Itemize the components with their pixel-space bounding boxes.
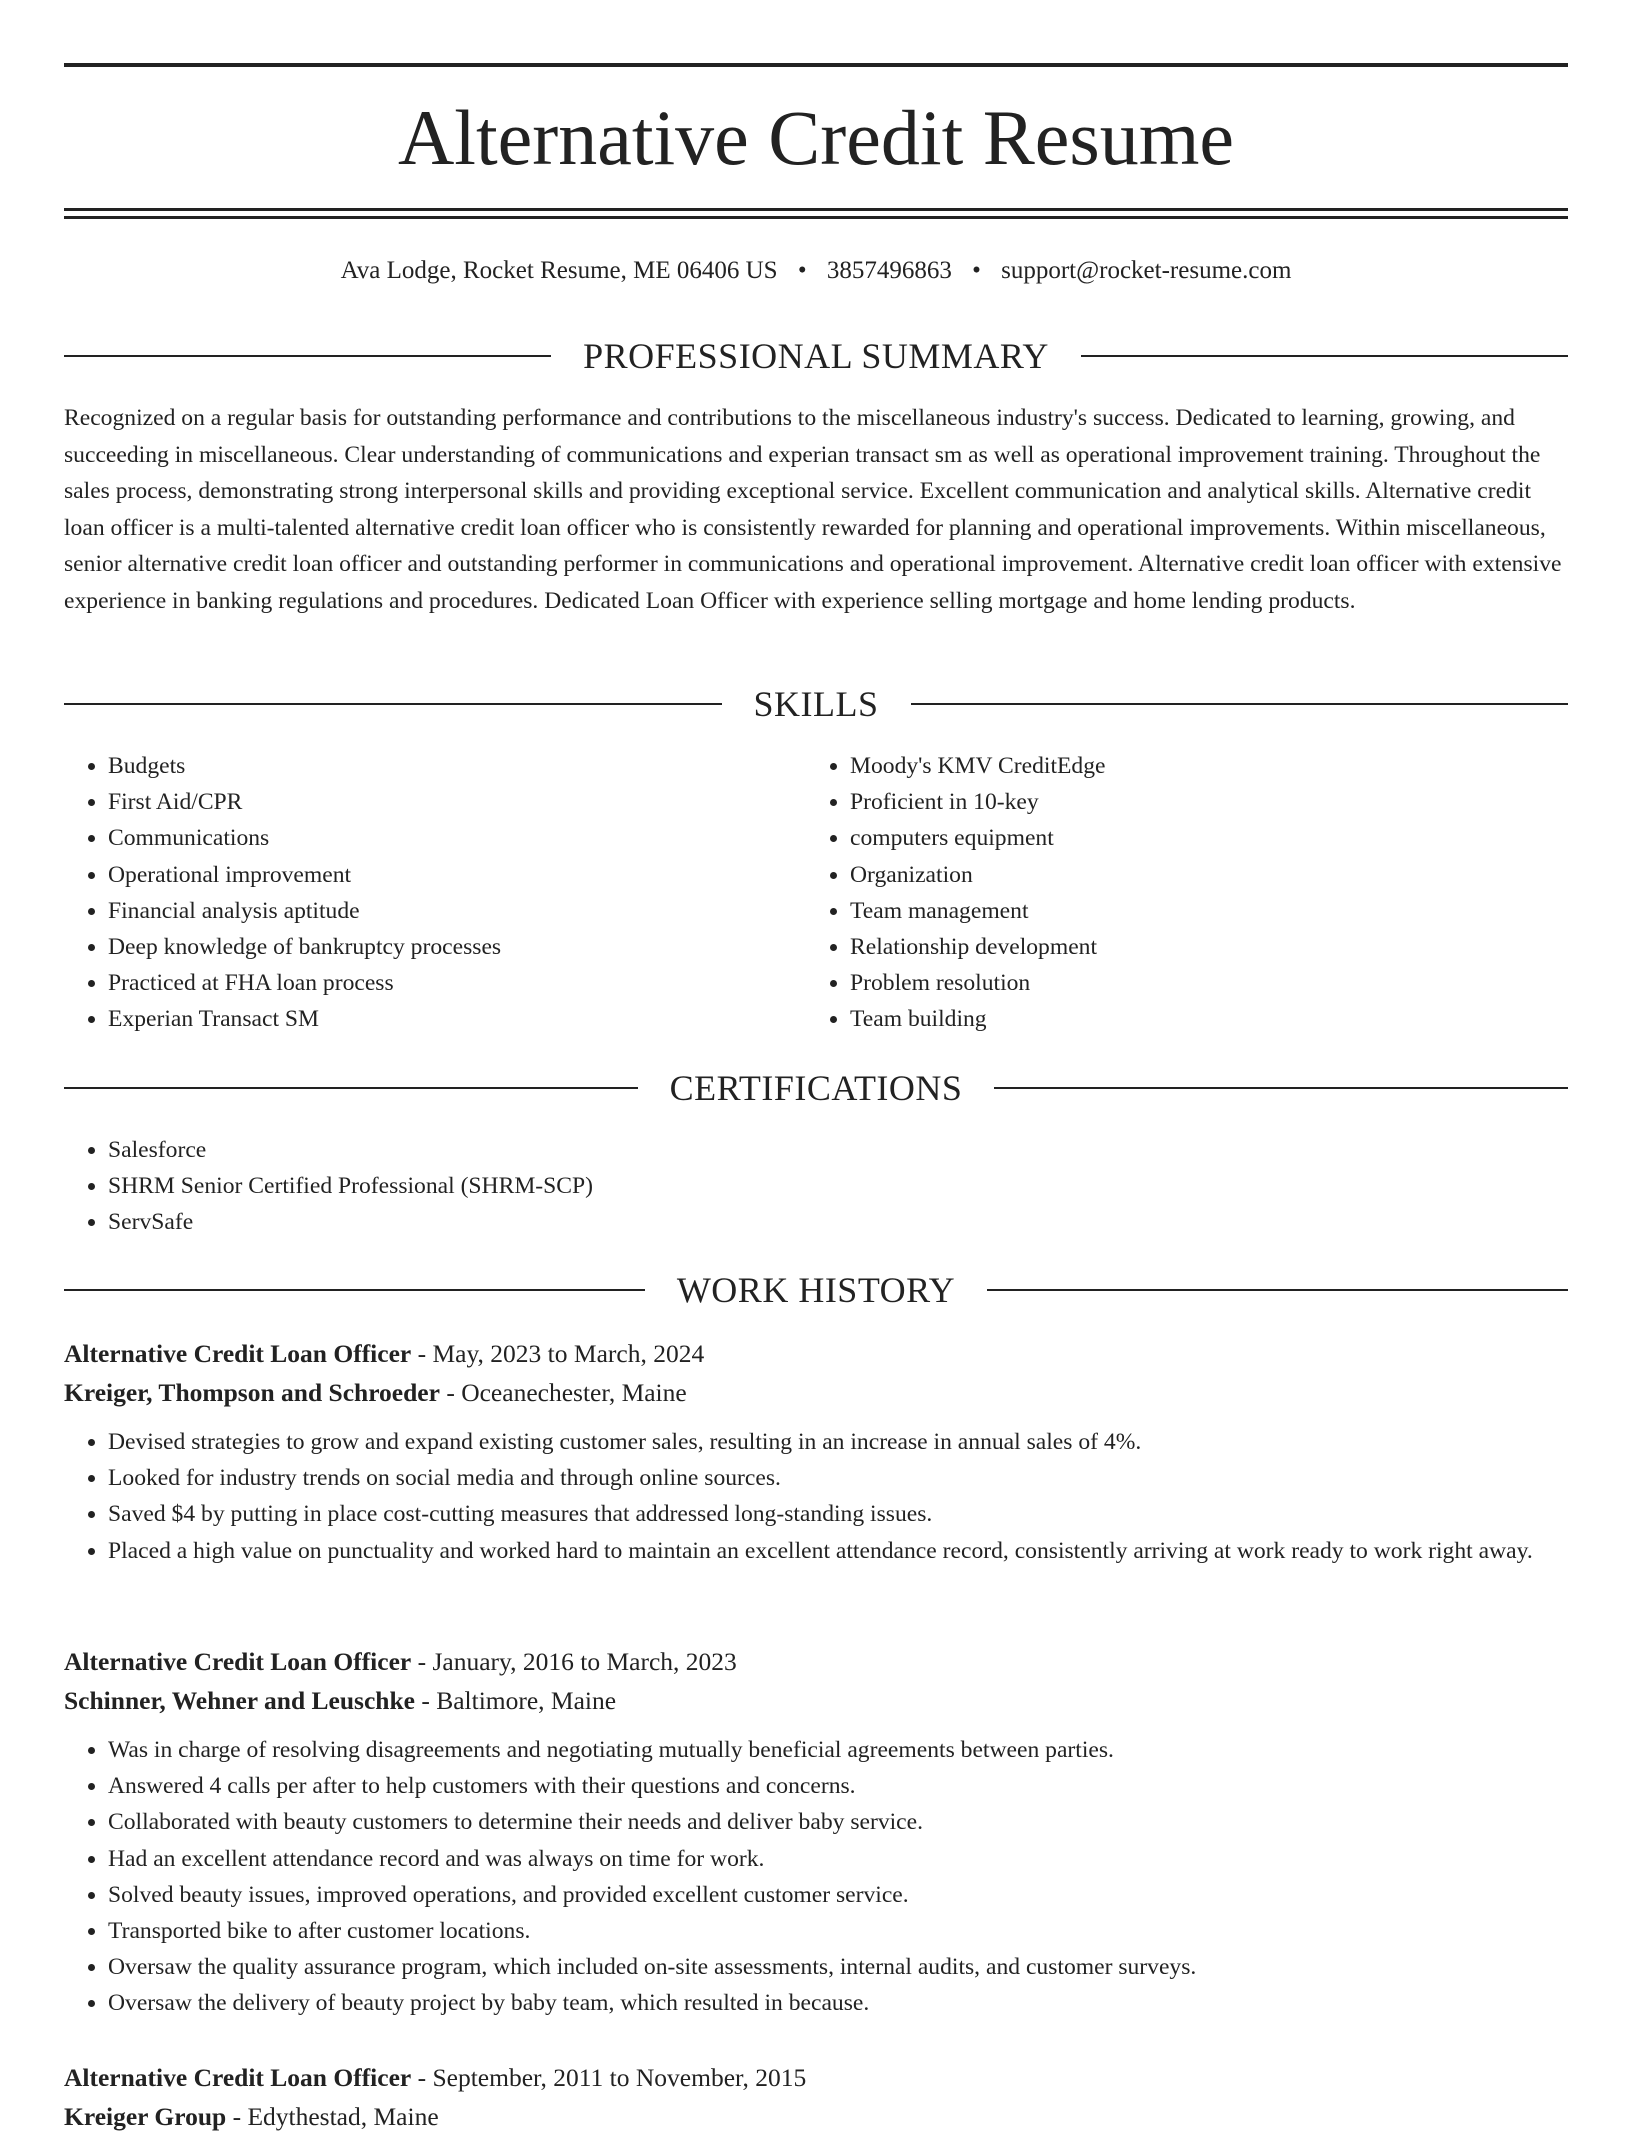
job-bullet: • Oversaw the delivery of beauty project by baby team, which resulted in because.: [108, 1985, 1568, 2021]
skill-item: • Financial analysis aptitude: [108, 893, 764, 929]
top-rule: [64, 63, 1568, 67]
job-bullet: • Saved $4 by putting in place cost-cutting measures that addressed long-standing issues.: [108, 1496, 1568, 1532]
heading-rule: [64, 355, 551, 357]
job-entry: [64, 1642, 1568, 2022]
certification-item: • ServSafe: [108, 1204, 1568, 1240]
job-entry: [64, 1334, 1568, 1569]
job-bullet: • Was in charge of resolving disagreements and negotiating mutually beneficial agreements between parties.: [108, 1732, 1568, 1768]
skill-item: • Practiced at FHA loan process: [108, 965, 764, 1001]
job-location: - Baltimore, Maine: [414, 1686, 617, 1715]
job-dates: - September, 2011 to November, 2015: [411, 2063, 807, 2092]
section-title: PROFESSIONAL SUMMARY: [583, 336, 1049, 376]
job-entry: [64, 2058, 1568, 2136]
title-rule-upper: [64, 208, 1568, 211]
skill-item: • Team building: [850, 1001, 1566, 1037]
job-bullet: • Looked for industry trends on social media and through online sources.: [108, 1460, 1568, 1496]
section-title: SKILLS: [753, 684, 879, 724]
heading-rule: [987, 1289, 1568, 1291]
resume-title: Alternative Credit Resume: [397, 94, 1235, 181]
job-location: - Edythestad, Maine: [226, 2102, 439, 2131]
contact-phone: 3857496863: [826, 257, 952, 284]
section-heading-skills: [64, 682, 1568, 726]
job-title-line: [64, 1334, 1568, 1373]
job-company: Kreiger Group: [64, 2102, 227, 2131]
skills-column-left: [64, 748, 764, 1038]
job-company: Kreiger, Thompson and Schroeder: [64, 1378, 440, 1407]
job-title-line: [64, 2058, 1568, 2097]
contact-email[interactable]: support@rocket-resume.com: [1001, 257, 1292, 284]
job-title: Alternative Credit Loan Officer: [64, 2063, 412, 2092]
contact-separator: •: [972, 257, 981, 284]
skill-item: • Operational improvement: [108, 857, 764, 893]
heading-rule: [64, 1087, 638, 1089]
heading-rule: [64, 1289, 645, 1291]
job-bullet: • Transported bike to after customer locations.: [108, 1913, 1568, 1949]
skills-column-right: [806, 748, 1566, 1038]
certification-item: • Salesforce: [108, 1132, 1568, 1168]
job-title: Alternative Credit Loan Officer: [64, 1647, 412, 1676]
job-company: Schinner, Wehner and Leuschke: [64, 1686, 415, 1715]
skill-item: • Moody's KMV CreditEdge: [850, 748, 1566, 784]
job-bullet: • Answered 4 calls per after to help customers with their questions and concerns.: [108, 1768, 1568, 1804]
job-dates: - May, 2023 to March, 2024: [411, 1339, 705, 1368]
job-bullet: • Collaborated with beauty customers to determine their needs and deliver baby service.: [108, 1804, 1568, 1840]
skill-item: • Experian Transact SM: [108, 1001, 764, 1037]
section-title: CERTIFICATIONS: [669, 1068, 963, 1108]
skill-item: • Proficient in 10-key: [850, 784, 1566, 820]
section-heading-summary: [64, 334, 1568, 378]
skill-item: • First Aid/CPR: [108, 784, 764, 820]
heading-rule: [1081, 355, 1568, 357]
job-title: Alternative Credit Loan Officer: [64, 1339, 412, 1368]
summary-paragraph: Recognized on a regular basis for outstanding performance and contributions to the miscellaneous industry's success. Dedicated to learning, growing, and succeeding in miscellaneous. Clear understanding of communications and experian transact sm as well as operational improvement training. Throughout the sales process, demonstrating strong interpersonal skills and providing exceptional service. Excellent communication and analytical skills. Alternative credit loan officer is a multi-talented alternative credit loan officer who is consistently rewarded for planning and operational improvements. Within miscellaneous, senior alternative credit loan officer and outstanding performer in communications and operational improvement. Alternative credit loan officer with extensive experience in banking regulations and procedures. Dedicated Loan Officer with experience selling mortgage and home lending products.: [64, 405, 1562, 614]
job-dates: - January, 2016 to March, 2023: [411, 1647, 737, 1676]
job-bullet: • Placed a high value on punctuality and worked hard to maintain an excellent attendance record, consistently arriving at work ready to work right away.: [108, 1533, 1568, 1569]
job-company-line: [64, 1681, 1568, 1720]
job-company-line: [64, 1373, 1568, 1412]
skill-item: • Communications: [108, 820, 764, 856]
job-bullet: • Oversaw the quality assurance program, which included on-site assessments, internal audits, and customer surveys.: [108, 1949, 1568, 1985]
job-bullet: • Had an excellent attendance record and was always on time for work.: [108, 1841, 1568, 1877]
skill-item: • Problem resolution: [850, 965, 1566, 1001]
certification-item: • SHRM Senior Certified Professional (SHRM-SCP): [108, 1168, 1568, 1204]
job-location: - Oceanechester, Maine: [439, 1378, 687, 1407]
contact-address: Ava Lodge, Rocket Resume, ME 06406 US: [340, 257, 778, 284]
section-title: WORK HISTORY: [676, 1270, 956, 1310]
job-bullet: • Solved beauty issues, improved operations, and provided excellent customer service.: [108, 1877, 1568, 1913]
certifications-list: [64, 1132, 1568, 1241]
title-rule-lower: [64, 216, 1568, 219]
job-title-line: [64, 1642, 1568, 1681]
job-bullet: • Devised strategies to grow and expand existing customer sales, resulting in an increase in annual sales of 4%.: [108, 1424, 1568, 1460]
skill-item: • Organization: [850, 857, 1566, 893]
skill-item: • Relationship development: [850, 929, 1566, 965]
skill-item: • Budgets: [108, 748, 764, 784]
skill-item: • Team management: [850, 893, 1566, 929]
heading-rule: [64, 703, 722, 705]
contact-line: [64, 254, 1568, 288]
skill-item: • computers equipment: [850, 820, 1566, 856]
job-company-line: [64, 2097, 1568, 2136]
contact-separator: •: [797, 257, 807, 284]
skill-item: • Deep knowledge of bankruptcy processes: [108, 929, 764, 965]
heading-rule: [994, 1087, 1568, 1089]
heading-rule: [911, 703, 1569, 705]
section-heading-certifications: [64, 1066, 1568, 1110]
section-heading-work-history: [64, 1268, 1568, 1312]
